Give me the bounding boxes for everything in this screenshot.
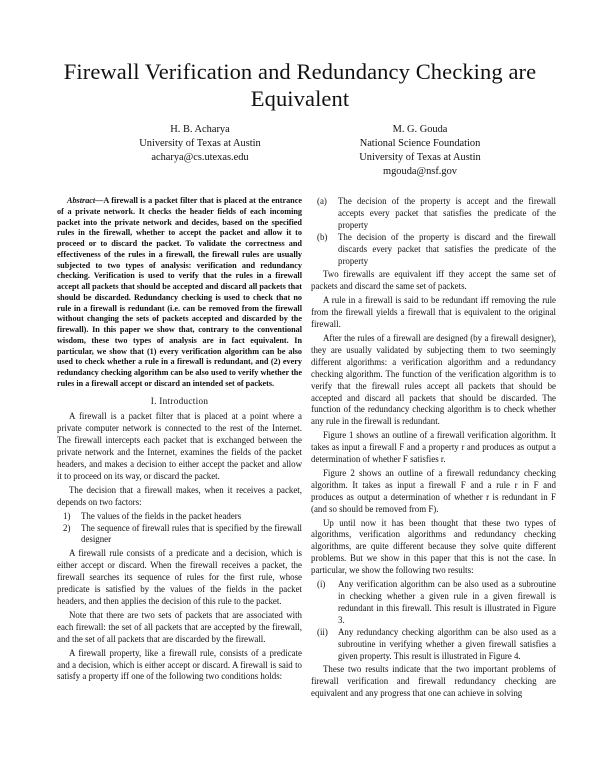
list-marker: (ii) — [317, 626, 328, 637]
list-item — [311, 196, 556, 232]
paragraph: These two results indicate that the two important problems of firewall verification and firewall redundancy checking are equivalent and any progress that one can achieve in solving — [311, 664, 556, 699]
list-item-text: The sequence of firewall rules that is specified by the firewall designer — [81, 522, 302, 545]
abstract — [57, 196, 302, 390]
list-item-text: Any redundancy checking algorithm can be also used as a subroutine in verifying whether a given firewall satisfies a given property. This result is illustrated in Figure 4. — [338, 626, 556, 661]
paragraph: A firewall is a packet filter that is placed at a point where a private computer network is connected to the rest of the Internet. The firewall intercepts each packet that is exchanged between the private network and the Internet, examines the fields of the packet headers, and makes a decision to either accept the packet and allow it to proceed on its way, or discard the packet. — [57, 411, 302, 481]
author-block — [300, 123, 540, 179]
list-item — [57, 523, 302, 547]
author-email: acharya@cs.utexas.edu — [151, 152, 249, 163]
left-column — [57, 196, 302, 685]
abstract-label: Abstract— — [67, 196, 104, 205]
list-marker: (b) — [317, 231, 328, 242]
factor-list — [57, 511, 302, 547]
author-name: H. B. Acharya — [170, 124, 230, 135]
list-item — [311, 579, 556, 627]
list-marker: 2) — [63, 522, 71, 533]
paragraph: Figure 2 shows an outline of a firewall redundancy checking algorithm. It takes as input a firewall F and a rule r in F and produces as output a determination of whether r is redundant in F (and so should be removed from F). — [311, 467, 556, 514]
list-item — [311, 232, 556, 268]
list-item — [311, 627, 556, 663]
list-item — [57, 511, 302, 523]
result-list — [311, 579, 556, 662]
author-name: M. G. Gouda — [392, 124, 448, 135]
list-marker: (a) — [317, 196, 327, 206]
paragraph: After the rules of a firewall are designed (by a firewall designer), they are usually validated by subjecting them to two seemingly different algorithms: a verification algorithm and a redundancy checking algorithm. The function of the verification algorithm is to verify that the firewall rules accept all packets that should be accepted and discard all packets that should be discarded. The function of the redundancy checking algorithm is to check whether any rule in the firewall is redundant. — [311, 332, 556, 427]
author-affiliation: University of Texas at Austin — [359, 152, 481, 163]
list-item-text: The decision of the property is discard and the firewall discards every packet that satisfies the predicate of the property — [338, 231, 556, 266]
paragraph: A firewall rule consists of a predicate and a decision, which is either accept or discard. When the firewall receives a packet, the firewall searches its sequence of rules for the first rule, whose predicate is satisfied by the values of the fields in the packet headers, and then applies the decision of this rule to the packet. — [57, 548, 302, 606]
list-item-text: The values of the fields in the packet headers — [81, 510, 242, 521]
paragraph: Note that there are two sets of packets that are associated with each firewall: the set of all packets that are accepted by the firewall, and the set of all packets that are discarded by the firewall. — [57, 609, 302, 644]
list-item-text: Any verification algorithm can be also used as a subroutine in checking whether a given rule in a given firewall is redundant in this firewall. This result is illustrated in Figure 3. — [338, 579, 556, 625]
list-marker: 1) — [63, 510, 71, 521]
author-email: mgouda@nsf.gov — [383, 166, 457, 177]
right-column — [311, 196, 556, 702]
list-marker: (i) — [317, 579, 326, 590]
paragraph: Up until now it has been thought that these two types of algorithms, verification algorithms and redundancy checking algorithms, are quite different because they solve quite different problems. But we show in this paper that this is not the case. In particular, we show the following two results: — [311, 517, 556, 576]
list-item-text: The decision of the property is accept and the firewall accepts every packet that satisfies the predicate of the property — [338, 196, 556, 230]
paragraph: Two firewalls are equivalent iff they accept the same set of packets and discard the same set of packets. — [311, 269, 556, 292]
paragraph: The decision that a firewall makes, when it receives a packet, depends on two factors: — [57, 484, 302, 507]
abstract-text: A firewall is a packet filter that is placed at the entrance of a private network. It checks the header fields of each incoming packet into the private network and decides, based on the specified rules in the firewall, whether to accept the packet and allow it to proceed or to discard the packet. To validate the correctness and effectiveness of the rules in a firewall, the firewall rules are usually subjected to two types of analysis: verification and redundancy checking. Verification is used to verify that the rules in a firewall accept all packets that should be accepted and discard all packets that should be discarded. Redundancy checking is used to check that no rule in a firewall is redundant (i.e. can be removed from the firewall without changing the sets of packets accepted and discarded by the firewall). In this paper we show that, contrary to the conventional wisdom, these two types of analysis are in fact equivalent. In particular, we show that (1) every verification algorithm can be also used to check whether a rule in a firewall is redundant, and (2) every redundancy checking algorithm can be also used to verify whether the rules in a firewall accept or discard an intended set of packets. — [57, 196, 302, 388]
condition-list — [311, 196, 556, 267]
author-affiliation: University of Texas at Austin — [139, 138, 261, 149]
paragraph: A firewall property, like a firewall rule, consists of a predicate and a decision, which is either accept or discard. A firewall is said to satisfy a property iff one of the following two conditions holds: — [57, 647, 302, 682]
paragraph: A rule in a firewall is said to be redundant iff removing the rule from the firewall yields a firewall that is equivalent to the original firewall. — [311, 295, 556, 330]
paragraph: Figure 1 shows an outline of a firewall verification algorithm. It takes as input a firewall F and a property r and produces as output a determination of whether F satisfies r. — [311, 430, 556, 465]
paper-title: Firewall Verification and Redundancy Checking are Equivalent — [63, 59, 537, 111]
section-heading: I. Introduction — [150, 395, 209, 406]
author-affiliation: National Science Foundation — [359, 138, 481, 149]
author-block — [80, 123, 320, 165]
